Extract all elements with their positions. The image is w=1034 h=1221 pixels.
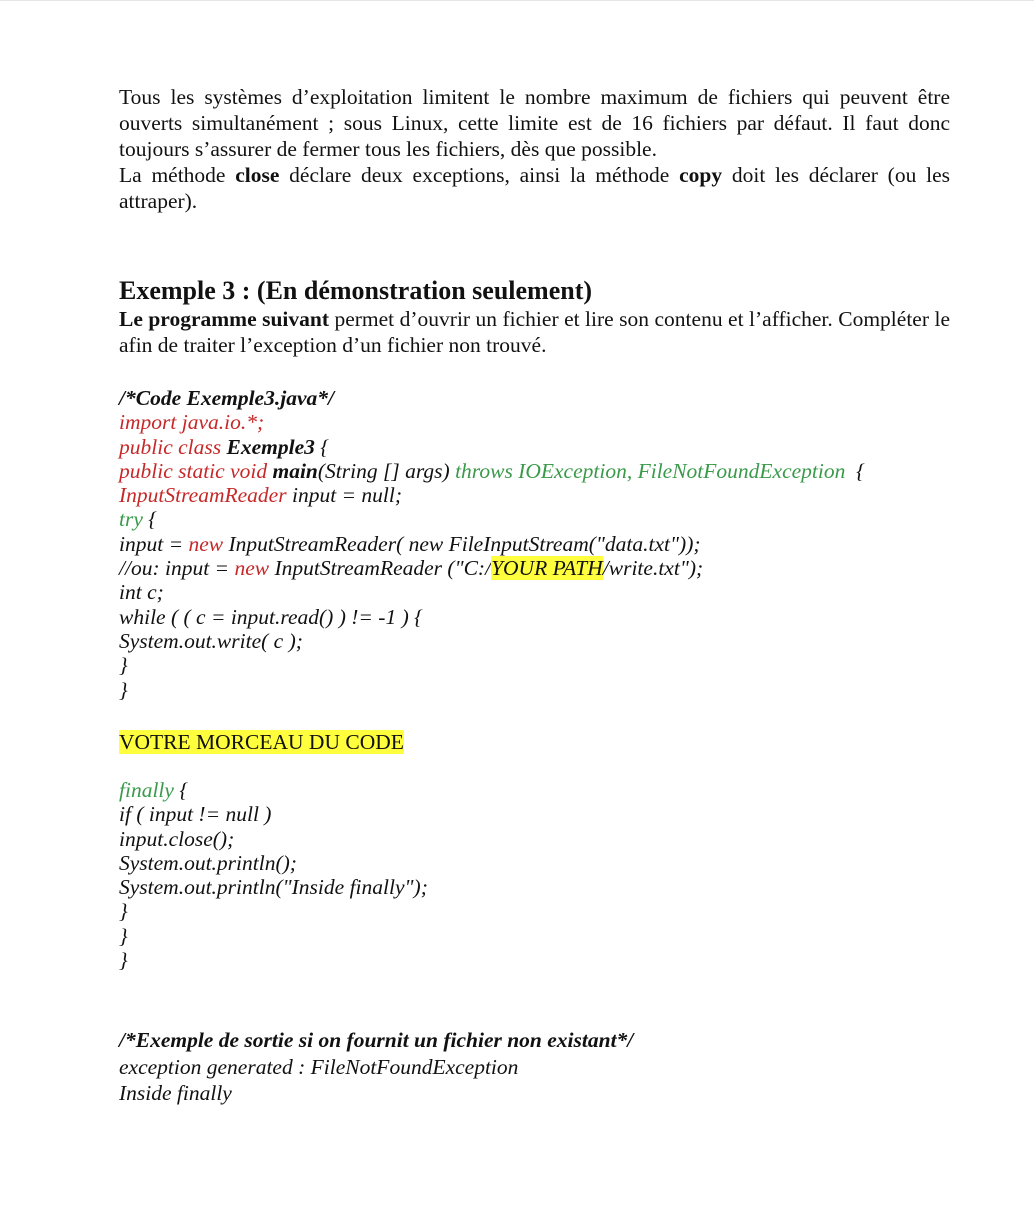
close-method-name: close (235, 163, 280, 187)
code-line: InputStreamReader input = null; (119, 483, 403, 508)
code-line: if ( input != null ) (119, 802, 272, 827)
code-line: } (119, 899, 128, 924)
code-line: int c; (119, 580, 164, 605)
intro-paragraph (119, 84, 950, 214)
code-line: public class Exemple3 { (119, 434, 329, 459)
placeholder-block (119, 730, 404, 754)
description-text: permet d’ouvrir un fichier et lire son contenu et l’afficher. Compléter le afin de traiter l’exception d’un fichier non trouvé. (119, 307, 950, 357)
your-code-placeholder: VOTRE MORCEAU DU CODE (119, 730, 404, 754)
code-line: //ou: input = new InputStreamReader ("C:/YOUR PATH/write.txt"); (119, 556, 704, 581)
output-title: /*Exemple de sortie si on fournit un fichier non existant*/ (119, 1028, 634, 1052)
output-line: exception generated : FileNotFoundException (119, 1054, 519, 1079)
description-bold: Le programme suivant (119, 307, 329, 331)
code-line: } (119, 923, 128, 948)
code-line: while ( ( c = input.read() ) != -1 ) { (119, 604, 423, 629)
code-block (119, 386, 865, 702)
code-line: System.out.println("Inside finally"); (119, 875, 428, 900)
your-path-highlight: YOUR PATH (491, 556, 603, 581)
code-line: } (119, 677, 128, 702)
code-line: public static void main(String [] args) throws IOException, FileNotFoundException { (119, 458, 865, 483)
code-line: try { (119, 507, 157, 532)
code-line: System.out.write( c ); (119, 628, 303, 653)
code-line: } (119, 948, 128, 973)
code-line: input.close(); (119, 826, 235, 851)
code-line: input = new InputStreamReader( new FileInputStream("data.txt")); (119, 531, 701, 556)
code-line: import java.io.*; (119, 410, 265, 435)
code-line: } (119, 653, 128, 678)
close-sentence: La méthode close déclare deux exceptions, ainsi la méthode copy doit les déclarer (ou les attraper). (119, 163, 950, 213)
code-line: System.out.println(); (119, 850, 297, 875)
code-line: finally { (119, 778, 188, 802)
example-description (119, 306, 950, 358)
example-heading: Exemple 3 : (En démonstration seulement) (119, 276, 593, 305)
output-block (119, 1027, 633, 1107)
page-top-border (0, 0, 1034, 1)
output-line: Inside finally (119, 1081, 232, 1105)
code-comment-title: /*Code Exemple3.java*/ (119, 386, 334, 410)
copy-method-name: copy (679, 163, 723, 187)
finally-block (119, 778, 428, 972)
intro-text: Tous les systèmes d’exploitation limitent le nombre maximum de fichiers qui peuvent être ouverts simultanément ; sous Linux, cette limite est de 16 fichiers par défaut. Il faut donc toujours s’assurer de fermer tous les fichiers, dès que possible. (119, 85, 950, 161)
